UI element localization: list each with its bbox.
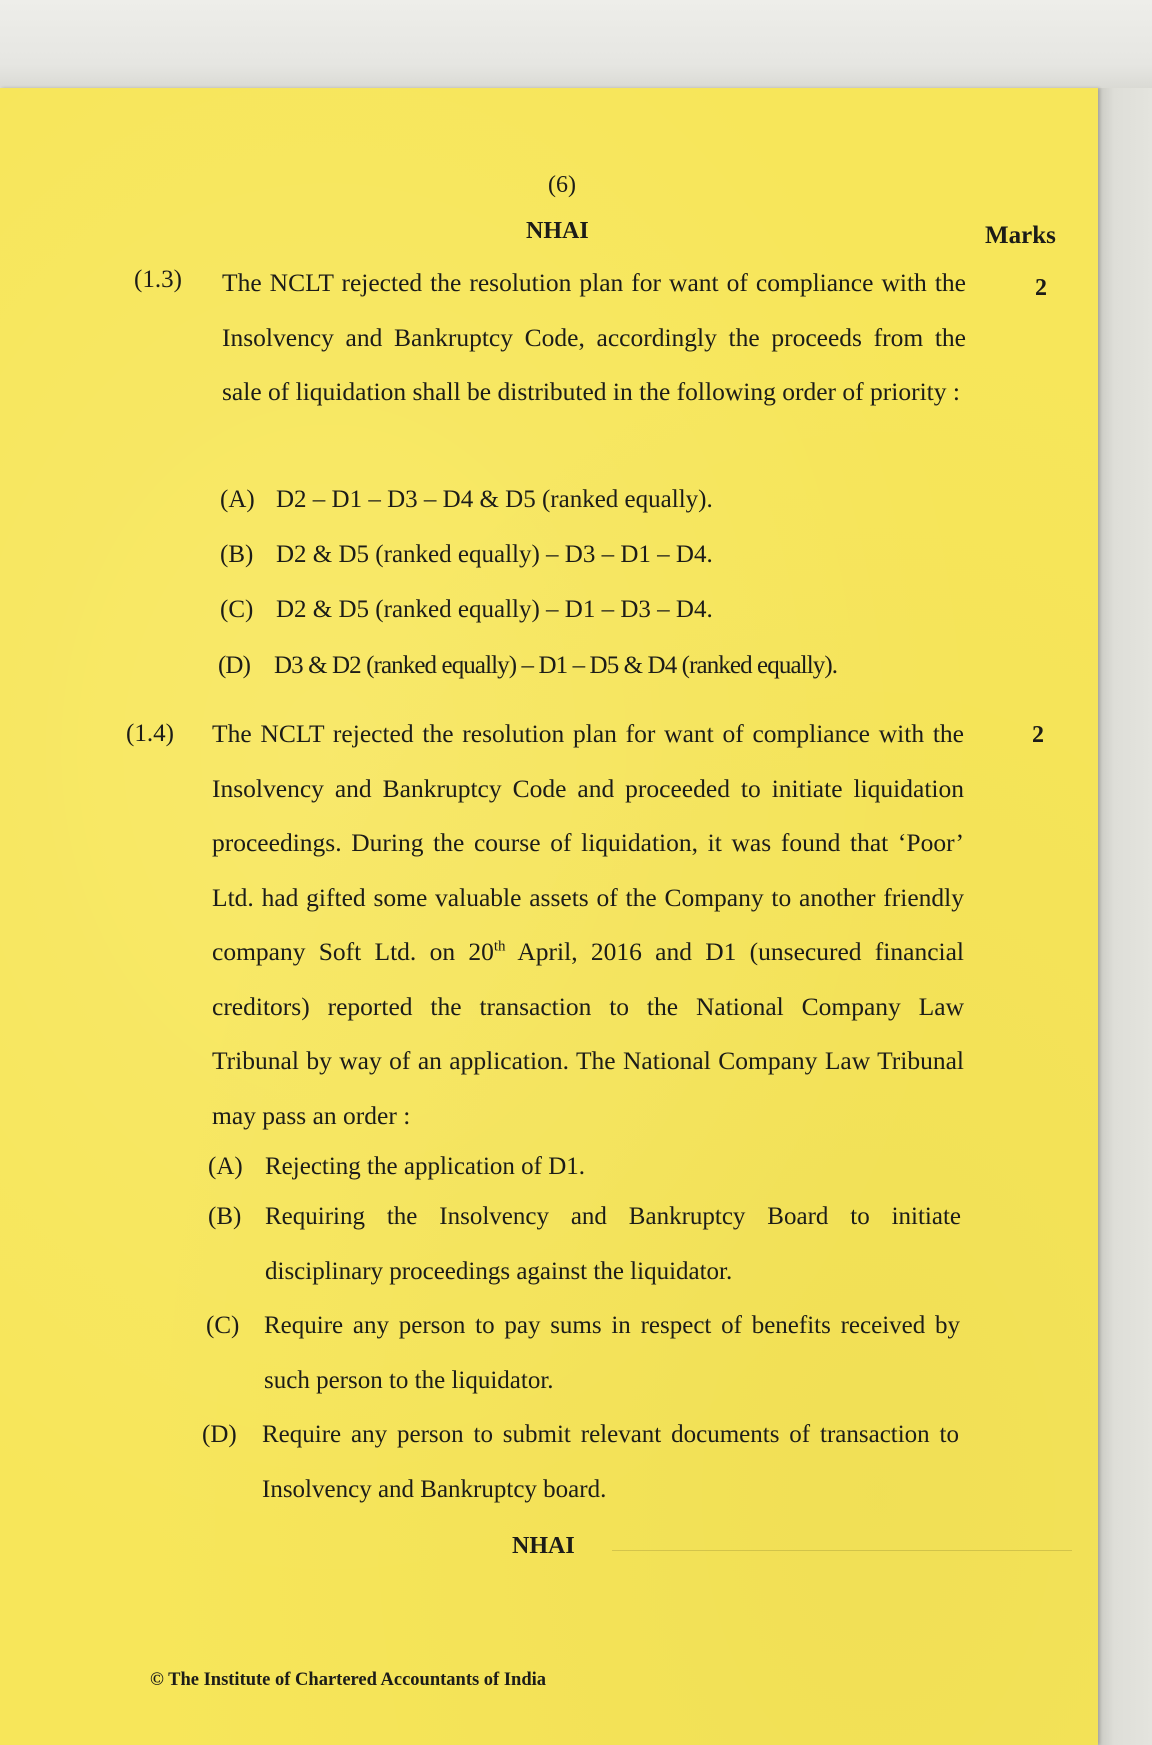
option-label: (B) (220, 541, 254, 568)
option-label: (D) (202, 1421, 237, 1448)
scanner-right-margin (1098, 88, 1152, 1745)
footer-divider (612, 1550, 1072, 1551)
option-label: (A) (208, 1153, 243, 1180)
question-number: (1.4) (126, 720, 174, 747)
option-label: (B) (208, 1203, 242, 1230)
option-text: Rejecting the application of D1. (265, 1153, 586, 1180)
option-label: (D) (218, 652, 251, 679)
option-b (220, 528, 713, 583)
page-number: (6) (548, 172, 576, 198)
option-text: D2 & D5 (ranked equally) – D1 – D3 – D4. (276, 596, 713, 623)
option-b-text: Requiring the Insolvency and Bankruptcy Board to initiate disciplinary proceedings against the liquidator. (265, 1203, 961, 1285)
option-label: (C) (206, 1312, 240, 1339)
question-stem-text: April, 2016 and D1 (unsecured financial creditors) reported the transaction to the National Company Law Tribunal by way of an application. The National Company Law Tribunal may pass an order : (212, 937, 965, 1130)
header-title: NHAI (526, 218, 589, 244)
option-d (218, 639, 837, 694)
option-a (208, 1140, 585, 1195)
footer-title: NHAI (512, 1533, 575, 1559)
ordinal-suffix: th (493, 938, 506, 955)
marks-column-header: Marks (985, 222, 1056, 249)
question-marks: 2 (1032, 722, 1044, 748)
option-text: D2 – D1 – D3 – D4 & D5 (ranked equally). (276, 486, 713, 513)
scanner-top-strip (0, 0, 1152, 92)
option-label: (C) (220, 596, 254, 623)
question-number: (1.3) (134, 266, 182, 293)
option-d-text: Require any person to submit relevant documents of transaction to Insolvency and Bankruptcy board. (262, 1421, 959, 1503)
option-c-text: Require any person to pay sums in respect of benefits received by such person to the liquidator. (264, 1312, 960, 1394)
option-text: D2 & D5 (ranked equally) – D3 – D1 – D4. (276, 541, 713, 568)
question-stem (212, 707, 964, 1143)
option-text: D3 & D2 (ranked equally) – D1 – D5 & D4 (ranked equally). (274, 652, 838, 679)
option-c (220, 583, 713, 638)
option-label: (A) (220, 486, 255, 513)
copyright-notice: © The Institute of Chartered Accountants of India (150, 1670, 547, 1690)
question-stem-text: The NCLT rejected the resolution plan for want of compliance with the Insolvency and Bankruptcy Code and proceeded to initiate liquidation proceedings. During the course of liquidation, it was found that ‘Poor’ Ltd. had gifted some valuable assets of the Company to another friendly company Soft Ltd. on 20 (212, 719, 964, 966)
option-a (220, 473, 713, 528)
question-marks: 2 (1035, 275, 1047, 301)
question-stem: The NCLT rejected the resolution plan for want of compliance with the Insolvency and Bankruptcy Code, accordingly the proceeds from the sale of liquidation shall be distributed in the following order of priority : (222, 268, 966, 406)
